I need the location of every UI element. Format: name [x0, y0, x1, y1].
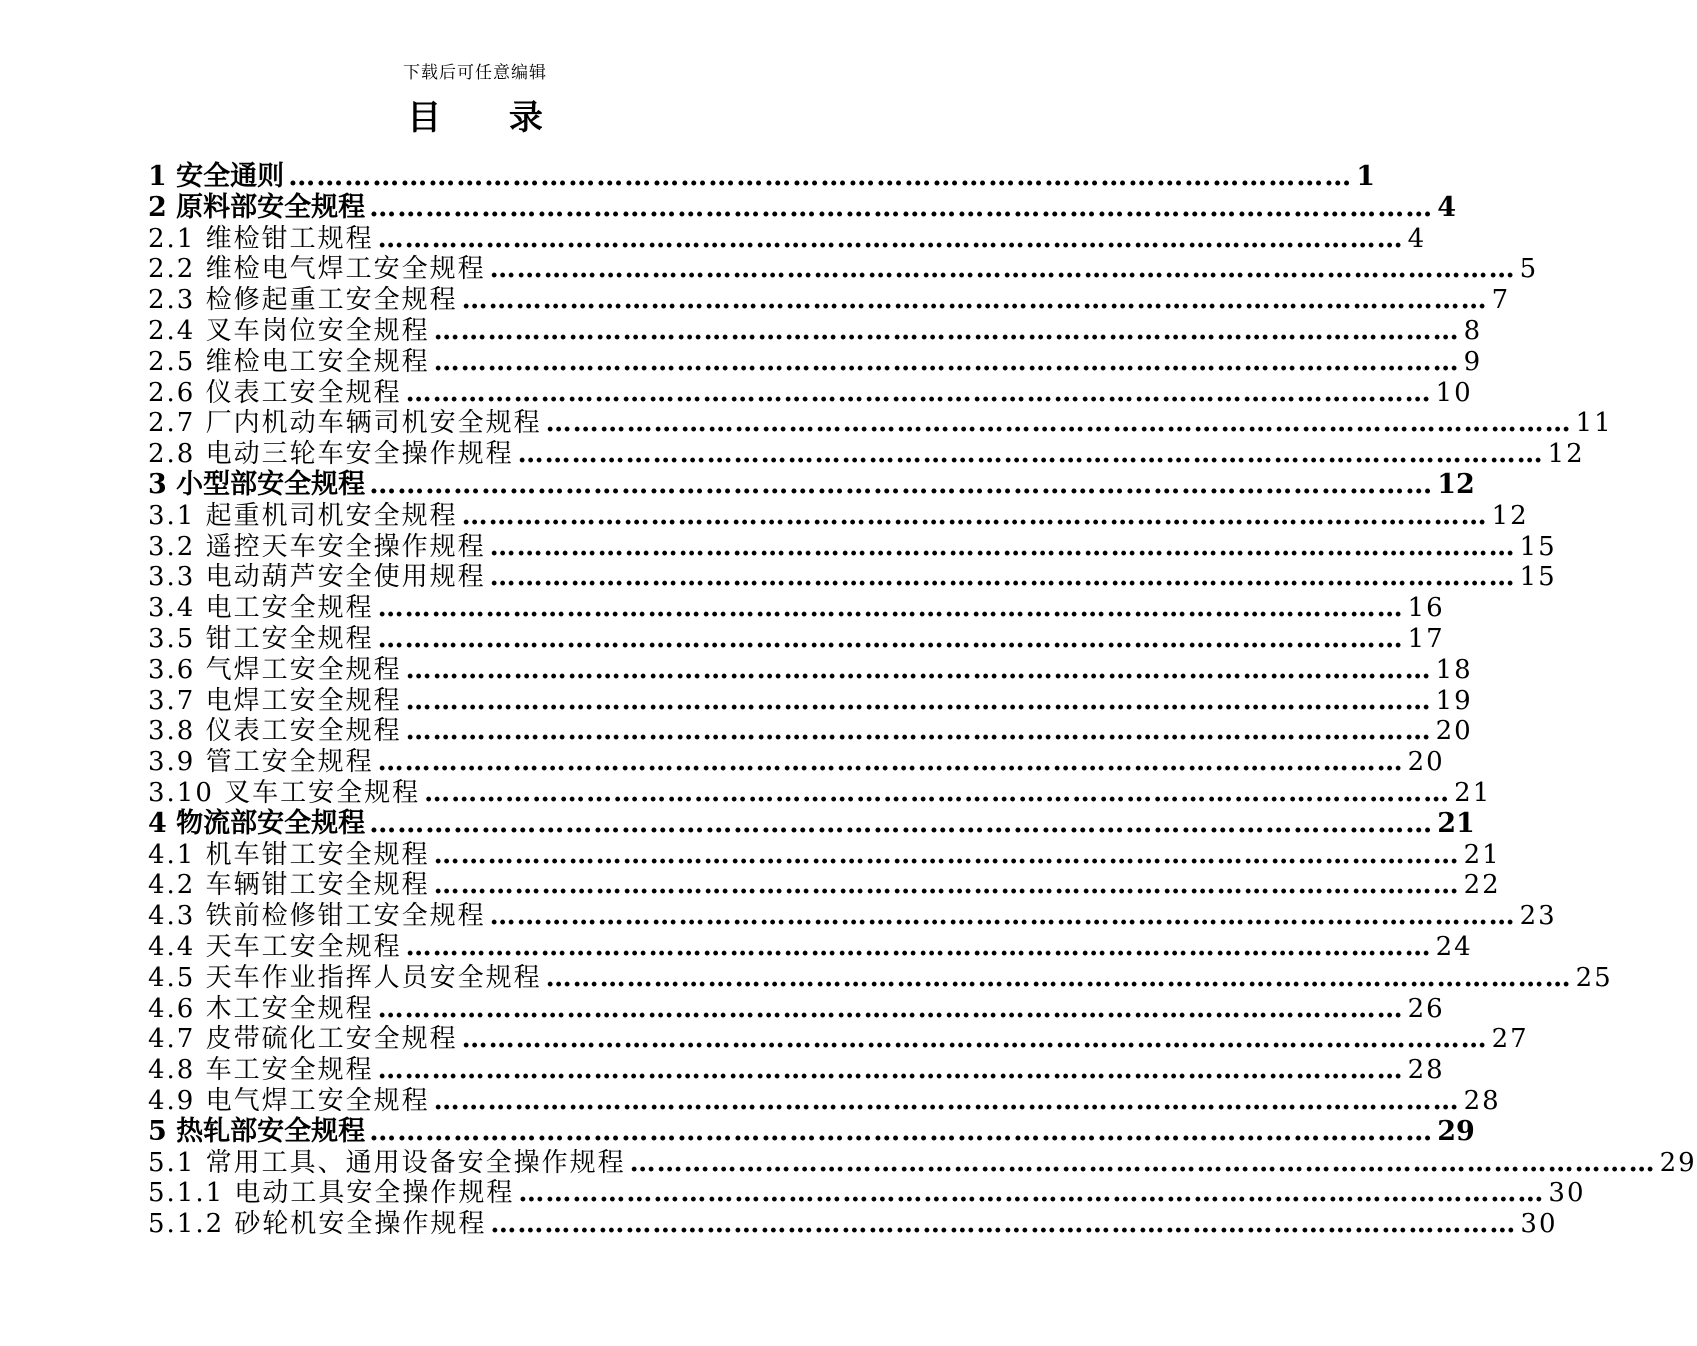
toc-entry-label: 3.8 仪表工安全规程 [148, 716, 402, 747]
toc-page-number: 12 [1437, 468, 1475, 500]
toc-entry-label: 5 热轧部安全规程 [148, 1115, 366, 1147]
toc-page-number: 11 [1575, 408, 1613, 439]
toc-leader-dots: …………………………………………………………………………………………………… [490, 1209, 1517, 1240]
toc-leader-dots: …………………………………………………………………………………………………… [489, 531, 1516, 562]
toc-entry[interactable] [148, 223, 1427, 255]
toc-page-number: 10 [1435, 377, 1473, 408]
toc-entry[interactable] [148, 747, 1445, 778]
toc-leader-dots: …………………………………………………………………………………………………… [377, 223, 1404, 254]
toc-entry-label: 3.5 钳工安全规程 [148, 623, 374, 654]
toc-entry[interactable] [148, 1115, 1475, 1148]
toc-entry-label: 3.3 电动葫芦安全使用规程 [148, 562, 486, 593]
toc-entry-label: 4.3 铁前检修钳工安全规程 [148, 901, 486, 932]
toc-page-number: 12 [1491, 500, 1529, 531]
toc-entry[interactable] [148, 161, 1375, 193]
toc-leader-dots: …………………………………………………………………………………………………… [629, 1147, 1656, 1178]
toc-leader-dots: …………………………………………………………………………………………………… [377, 747, 1404, 778]
toc-page-number: 4 [1407, 223, 1427, 254]
toc-page-number: 15 [1519, 562, 1557, 593]
toc-entry[interactable] [148, 531, 1557, 563]
toc-page-number: 22 [1463, 870, 1501, 901]
toc-entry-label: 5.1.2 砂轮机安全操作规程 [148, 1209, 487, 1240]
toc-leader-dots: …………………………………………………………………………………………………… [545, 408, 1572, 439]
toc-leader-dots: …………………………………………………………………………………………………… [405, 685, 1432, 716]
toc-entry-label: 4.8 车工安全规程 [148, 1055, 374, 1086]
toc-leader-dots: …………………………………………………………………………………………………… [461, 1024, 1488, 1055]
toc-entry[interactable] [148, 685, 1473, 717]
header-note: 下载后可任意编辑 [403, 63, 547, 83]
toc-leader-dots: …………………………………………………………………………………………………… [405, 654, 1432, 685]
toc-page-number: 15 [1519, 531, 1557, 562]
toc-entry[interactable] [148, 1209, 1558, 1240]
toc-page-number: 28 [1463, 1085, 1501, 1116]
table-of-contents [148, 161, 1697, 1240]
toc-leader-dots: …………………………………………………………………………………………………… [377, 593, 1404, 624]
toc-page-number: 21 [1463, 839, 1501, 870]
toc-entry-label: 3.1 起重机司机安全规程 [148, 500, 458, 531]
toc-entry[interactable] [148, 1147, 1697, 1179]
toc-page-number: 16 [1407, 593, 1445, 624]
toc-entry[interactable] [148, 870, 1501, 901]
toc-page-number: 5 [1519, 254, 1539, 285]
toc-entry[interactable] [148, 593, 1445, 624]
toc-page-number: 7 [1491, 285, 1511, 316]
toc-entry[interactable] [148, 254, 1539, 285]
toc-entry-label: 2.2 维检电气焊工安全规程 [148, 254, 486, 285]
toc-page-number: 24 [1435, 931, 1473, 962]
toc-entry[interactable] [148, 1024, 1529, 1055]
toc-leader-dots: …………………………………………………………………………………………………… [433, 839, 1460, 870]
toc-entry[interactable] [148, 962, 1613, 994]
toc-entry[interactable] [148, 468, 1475, 501]
toc-page-number: 21 [1437, 807, 1475, 839]
toc-entry[interactable] [148, 191, 1456, 224]
toc-page-number: 20 [1407, 747, 1445, 778]
page-title: 目 录 [407, 98, 571, 138]
toc-leader-dots: …………………………………………………………………………………………………… [433, 1085, 1460, 1116]
toc-page-number: 25 [1575, 962, 1613, 993]
toc-leader-dots: …………………………………………………………………………………………………… [489, 901, 1516, 932]
toc-entry-label: 2.5 维检电工安全规程 [148, 346, 430, 377]
toc-leader-dots: …………………………………………………………………………………………………… [424, 777, 1451, 808]
toc-page-number: 20 [1435, 716, 1473, 747]
toc-leader-dots: …………………………………………………………………………………………………… [288, 161, 1353, 192]
toc-leader-dots: …………………………………………………………………………………………………… [489, 562, 1516, 593]
toc-entry-label: 4 物流部安全规程 [148, 807, 366, 839]
toc-entry-label: 2.3 检修起重工安全规程 [148, 285, 458, 316]
toc-entry-label: 2.6 仪表工安全规程 [148, 377, 402, 408]
toc-leader-dots: …………………………………………………………………………………………………… [369, 807, 1434, 839]
toc-entry-label: 2.7 厂内机动车辆司机安全规程 [148, 408, 542, 439]
toc-leader-dots: …………………………………………………………………………………………………… [405, 716, 1432, 747]
toc-page-number: 8 [1463, 315, 1483, 346]
toc-page-number: 29 [1437, 1115, 1475, 1147]
toc-entry-label: 3.4 电工安全规程 [148, 593, 374, 624]
toc-page-number: 18 [1435, 654, 1473, 685]
toc-leader-dots: …………………………………………………………………………………………………… [461, 285, 1488, 316]
toc-entry-label: 4.2 车辆钳工安全规程 [148, 870, 430, 901]
toc-leader-dots: …………………………………………………………………………………………………… [405, 931, 1432, 962]
toc-entry[interactable] [148, 346, 1483, 378]
toc-leader-dots: …………………………………………………………………………………………………… [461, 500, 1488, 531]
toc-entry-label: 3.7 电焊工安全规程 [148, 685, 402, 716]
toc-entry[interactable] [148, 931, 1473, 963]
toc-page-number: 23 [1519, 901, 1557, 932]
toc-leader-dots: …………………………………………………………………………………………………… [489, 254, 1516, 285]
toc-entry-label: 3.2 遥控天车安全操作规程 [148, 531, 486, 562]
toc-page-number: 27 [1491, 1024, 1529, 1055]
toc-entry-label: 1 安全通则 [148, 161, 285, 192]
toc-entry[interactable] [148, 777, 1492, 809]
toc-page-number: 26 [1407, 993, 1445, 1024]
toc-entry-label: 2.4 叉车岗位安全规程 [148, 315, 430, 346]
toc-entry-label: 3.6 气焊工安全规程 [148, 654, 402, 685]
toc-leader-dots: …………………………………………………………………………………………………… [517, 439, 1544, 470]
toc-entry-label: 3.9 管工安全规程 [148, 747, 374, 778]
toc-page-number: 1 [1356, 161, 1375, 192]
toc-entry[interactable] [148, 1178, 1586, 1209]
toc-entry[interactable] [148, 807, 1475, 840]
toc-entry[interactable] [148, 901, 1557, 932]
toc-entry-label: 4.5 天车作业指挥人员安全规程 [148, 962, 542, 993]
toc-entry-label: 4.1 机车钳工安全规程 [148, 839, 430, 870]
toc-page-number: 28 [1407, 1055, 1445, 1086]
toc-entry[interactable] [148, 562, 1557, 593]
toc-page-number: 21 [1454, 777, 1492, 808]
toc-entry[interactable] [148, 1085, 1501, 1117]
toc-leader-dots: …………………………………………………………………………………………………… [518, 1178, 1545, 1209]
toc-leader-dots: …………………………………………………………………………………………………… [369, 191, 1434, 223]
toc-entry[interactable] [148, 285, 1511, 316]
toc-leader-dots: …………………………………………………………………………………………………… [377, 993, 1404, 1024]
toc-entry-label: 5.1 常用工具、通用设备安全操作规程 [148, 1147, 626, 1178]
toc-entry[interactable] [148, 993, 1445, 1025]
toc-entry-label: 4.9 电气焊工安全规程 [148, 1085, 430, 1116]
toc-entry-label: 4.6 木工安全规程 [148, 993, 374, 1024]
toc-page-number: 29 [1659, 1147, 1697, 1178]
toc-entry[interactable] [148, 439, 1585, 470]
toc-leader-dots: …………………………………………………………………………………………………… [369, 468, 1434, 500]
toc-entry-label: 4.7 皮带硫化工安全规程 [148, 1024, 458, 1055]
toc-leader-dots: …………………………………………………………………………………………………… [433, 315, 1460, 346]
toc-entry-label: 5.1.1 电动工具安全操作规程 [148, 1178, 515, 1209]
toc-entry[interactable] [148, 377, 1473, 409]
toc-entry[interactable] [148, 623, 1445, 655]
toc-entry-label: 3.10 叉车工安全规程 [148, 777, 421, 808]
toc-page-number: 30 [1548, 1178, 1586, 1209]
toc-leader-dots: …………………………………………………………………………………………………… [369, 1115, 1434, 1147]
toc-page-number: 4 [1437, 191, 1456, 223]
toc-entry[interactable] [148, 716, 1473, 747]
toc-page-number: 9 [1463, 346, 1483, 377]
toc-leader-dots: …………………………………………………………………………………………………… [433, 870, 1460, 901]
toc-leader-dots: …………………………………………………………………………………………………… [377, 1055, 1404, 1086]
toc-leader-dots: …………………………………………………………………………………………………… [377, 623, 1404, 654]
toc-entry-label: 4.4 天车工安全规程 [148, 931, 402, 962]
toc-entry[interactable] [148, 408, 1613, 439]
toc-entry[interactable] [148, 315, 1483, 347]
toc-entry[interactable] [148, 839, 1501, 871]
toc-entry[interactable] [148, 654, 1473, 686]
toc-entry-label: 2.1 维检钳工规程 [148, 223, 374, 254]
toc-leader-dots: …………………………………………………………………………………………………… [433, 346, 1460, 377]
toc-entry[interactable] [148, 1055, 1445, 1086]
toc-page-number: 12 [1547, 439, 1585, 470]
toc-entry-label: 2 原料部安全规程 [148, 191, 366, 223]
toc-leader-dots: …………………………………………………………………………………………………… [405, 377, 1432, 408]
toc-page-number: 19 [1435, 685, 1473, 716]
toc-entry-label: 2.8 电动三轮车安全操作规程 [148, 439, 514, 470]
toc-leader-dots: …………………………………………………………………………………………………… [545, 962, 1572, 993]
toc-entry-label: 3 小型部安全规程 [148, 468, 366, 500]
toc-page-number: 30 [1520, 1209, 1558, 1240]
toc-page-number: 17 [1407, 623, 1445, 654]
toc-entry[interactable] [148, 500, 1529, 532]
